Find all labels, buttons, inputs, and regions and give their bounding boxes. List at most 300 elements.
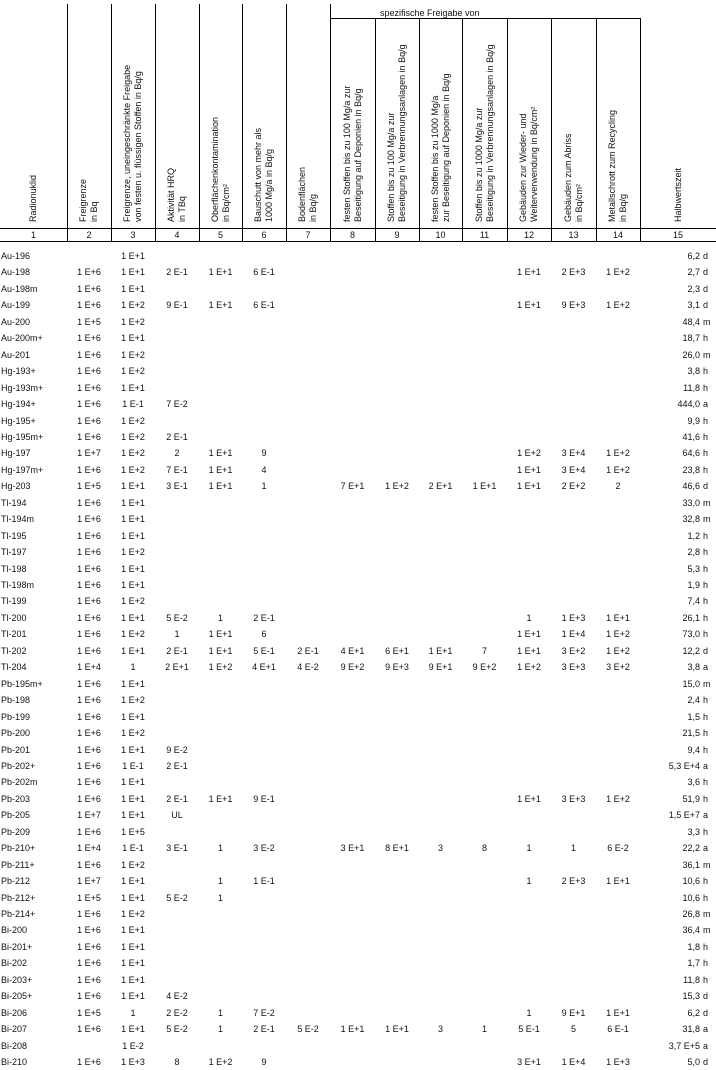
cell-col-5: [199, 988, 242, 1004]
cell-col-7: [286, 413, 330, 429]
cell-col-11: [462, 380, 507, 396]
column-header-14: [607, 110, 629, 222]
nuclide-name: Hg-203: [1, 481, 31, 491]
nuclide-name: Bi-203+: [1, 975, 33, 985]
cell-col-9: [375, 462, 419, 478]
cell-col-3: 1 E+2: [121, 317, 145, 327]
cell-col-6: 1: [261, 481, 267, 491]
cell-col-3: 1 E+1: [121, 712, 145, 722]
cell-col-14: [596, 511, 640, 527]
cell-col-7: [286, 297, 330, 313]
half-life-unit: d: [703, 300, 709, 310]
cell-col-4: 2 E-1: [166, 794, 188, 804]
cell-col-3: 1 E+1: [121, 679, 145, 689]
cell-col-13: [551, 692, 596, 708]
cell-col-14: 1 E+2: [606, 646, 630, 656]
cell-col-2: 1 E+7: [77, 448, 101, 458]
half-life-value: 26,0: [682, 350, 700, 360]
cell-col-10: [419, 264, 462, 280]
cell-col-4: [155, 824, 199, 840]
cell-col-3: 1: [130, 1008, 136, 1018]
cell-col-10: [419, 626, 462, 642]
cell-col-4: [155, 972, 199, 988]
cell-col-3: 1: [130, 662, 136, 672]
cell-col-11: [462, 791, 507, 807]
cell-col-13: [551, 495, 596, 511]
cell-col-12: [507, 758, 551, 774]
cell-col-9: [375, 380, 419, 396]
cell-col-8: [330, 676, 375, 692]
nuclide-name: Pb-212: [1, 876, 31, 886]
cell-col-7: [286, 511, 330, 527]
nuclide-name: Hg-195+: [1, 416, 36, 426]
cell-col-6: [242, 922, 286, 938]
cell-col-3: 1 E-1: [122, 761, 144, 771]
cell-col-12: 1: [526, 1008, 532, 1018]
cell-col-7: [286, 890, 330, 906]
cell-col-11: [462, 955, 507, 971]
cell-col-11: [462, 577, 507, 593]
cell-col-10: [419, 593, 462, 609]
cell-col-2: 1 E+7: [77, 810, 101, 820]
half-life-unit: h: [703, 366, 709, 376]
cell-col-7: [286, 840, 330, 856]
cell-col-13: [551, 1038, 596, 1054]
cell-col-10: [419, 544, 462, 560]
cell-col-12: [507, 330, 551, 346]
cell-col-14: [596, 972, 640, 988]
cell-col-11: [462, 709, 507, 725]
cell-col-4: [155, 314, 199, 330]
half-life-unit: a: [703, 399, 709, 409]
table-row: [0, 445, 716, 461]
cell-col-6: [242, 347, 286, 363]
cell-col-14: [596, 676, 640, 692]
cell-col-14: 2: [615, 481, 621, 491]
nuclide-name: Bi-206: [1, 1008, 28, 1018]
row-divider: [0, 241, 716, 242]
nuclide-name: Pb-195m+: [1, 679, 43, 689]
cell-col-9: [375, 396, 419, 412]
half-life-unit: h: [703, 745, 709, 755]
cell-col-12: [507, 281, 551, 297]
cell-col-10: [419, 445, 462, 461]
cell-col-4: 2 E-1: [166, 761, 188, 771]
cell-col-3: 1 E+2: [121, 448, 145, 458]
cell-col-4: [155, 363, 199, 379]
cell-col-14: [596, 709, 640, 725]
cell-col-11: [462, 363, 507, 379]
half-life-value: 32,8: [682, 514, 700, 524]
cell-col-13: 9 E+1: [561, 1008, 586, 1018]
half-life-value: 33,0: [682, 498, 700, 508]
column-header-10: [430, 73, 452, 222]
cell-col-11: [462, 396, 507, 412]
cell-col-9: [375, 922, 419, 938]
column-divider: [242, 4, 243, 241]
cell-col-7: 4 E-2: [297, 662, 319, 672]
nuclide-name: Tl-194m: [1, 514, 35, 524]
table-row: [0, 1054, 716, 1070]
cell-col-14: [596, 281, 640, 297]
cell-col-13: [551, 890, 596, 906]
table-row: [0, 462, 716, 478]
column-header-12: [518, 107, 540, 222]
cell-col-9: [375, 791, 419, 807]
cell-col-10: [419, 297, 462, 313]
cell-col-8: [330, 972, 375, 988]
cell-col-6: 3 E-2: [253, 843, 275, 853]
cell-col-4: [155, 561, 199, 577]
cell-col-14: [596, 725, 640, 741]
cell-col-7: [286, 528, 330, 544]
cell-col-6: [242, 528, 286, 544]
cell-col-11: [462, 807, 507, 823]
cell-col-3: 1 E+1: [121, 514, 145, 524]
half-life-unit: h: [703, 531, 709, 541]
cell-col-7: [286, 1054, 330, 1070]
cell-col-12: 1 E+1: [517, 481, 541, 491]
column-header-line: festen Stoffen bis zu 1000 Mg/a: [430, 95, 440, 222]
column-header-line: von festen u. flüssigen Stoffen in Bq/g: [133, 71, 143, 222]
cell-col-4: [155, 281, 199, 297]
nuclide-name: Hg-193m+: [1, 383, 44, 393]
cell-col-11: [462, 347, 507, 363]
cell-col-6: [242, 544, 286, 560]
cell-col-4: 2 E+1: [165, 662, 189, 672]
cell-col-5: [199, 774, 242, 790]
cell-col-5: [199, 972, 242, 988]
cell-col-13: [551, 758, 596, 774]
cell-col-6: [242, 939, 286, 955]
cell-col-13: [551, 742, 596, 758]
cell-col-13: 2 E+3: [561, 267, 586, 277]
cell-col-2: 1 E+6: [77, 827, 101, 837]
cell-col-4: [155, 676, 199, 692]
cell-col-14: [596, 593, 640, 609]
half-life-unit: h: [703, 827, 709, 837]
cell-col-13: [551, 577, 596, 593]
column-divider: [640, 18, 641, 241]
nuclide-name: Bi-210: [1, 1057, 28, 1067]
nuclide-name: Tl-200: [1, 613, 27, 623]
cell-col-9: 9 E+3: [385, 662, 409, 672]
cell-col-14: [596, 807, 640, 823]
half-life-value: 10,6: [682, 876, 700, 886]
cell-col-7: [286, 791, 330, 807]
cell-col-7: [286, 725, 330, 741]
cell-col-12: [507, 742, 551, 758]
cell-col-2: 1 E+6: [77, 399, 101, 409]
cell-col-2: 1 E+6: [77, 383, 101, 393]
column-number-13: 13: [568, 230, 579, 240]
column-number-4: 4: [174, 230, 180, 240]
column-header-9: [386, 44, 408, 222]
cell-col-6: [242, 413, 286, 429]
half-life-value: 36,4: [682, 925, 700, 935]
cell-col-6: [242, 1038, 286, 1054]
column-number-15: 15: [672, 230, 683, 240]
cell-col-3: 1 E+1: [121, 284, 145, 294]
half-life-unit: m: [703, 350, 711, 360]
cell-col-5: 1 E+1: [208, 646, 233, 656]
cell-col-2: 1 E+5: [77, 481, 101, 491]
cell-col-13: [551, 248, 596, 264]
cell-col-9: 8 E+1: [385, 843, 409, 853]
cell-col-9: [375, 495, 419, 511]
cell-col-7: [286, 972, 330, 988]
cell-col-4: [155, 692, 199, 708]
cell-col-13: [551, 544, 596, 560]
cell-col-10: [419, 380, 462, 396]
cell-col-2: 1 E+6: [77, 300, 101, 310]
cell-col-13: 1 E+4: [561, 629, 586, 639]
column-number-3: 3: [130, 230, 136, 240]
cell-col-13: 1: [570, 843, 576, 853]
half-life-value: 5,3 E+4: [668, 761, 700, 771]
cell-col-14: [596, 742, 640, 758]
cell-col-7: [286, 544, 330, 560]
column-divider: [551, 18, 552, 241]
half-life-unit: h: [703, 333, 709, 343]
nuclide-name: Bi-201+: [1, 942, 33, 952]
column-header-line: Bauschutt von mehr als: [253, 127, 263, 222]
cell-col-5: [199, 939, 242, 955]
table-row: [0, 972, 716, 988]
cell-col-5: [199, 758, 242, 774]
cell-col-5: 1: [217, 1008, 223, 1018]
half-life-value: 5,0: [687, 1057, 700, 1067]
cell-col-2: 1 E+6: [77, 333, 101, 343]
cell-col-11: [462, 593, 507, 609]
cell-col-11: [462, 264, 507, 280]
cell-col-5: [199, 330, 242, 346]
cell-col-7: [286, 445, 330, 461]
cell-col-9: 1 E+2: [385, 481, 409, 491]
cell-col-6: [242, 676, 286, 692]
cell-col-4: [155, 528, 199, 544]
cell-col-6: 5 E-1: [253, 646, 275, 656]
cell-col-10: [419, 396, 462, 412]
column-number-12: 12: [523, 230, 534, 240]
cell-col-5: [199, 429, 242, 445]
cell-col-9: [375, 281, 419, 297]
cell-col-14: [596, 890, 640, 906]
cell-col-12: 1 E+2: [517, 448, 541, 458]
cell-col-10: 1 E+1: [428, 646, 453, 656]
column-number-6: 6: [261, 230, 267, 240]
column-header-line: Bodenflächen: [297, 166, 307, 222]
cell-col-3: 1 E+1: [121, 942, 145, 952]
nuclide-name: Bi-208: [1, 1041, 28, 1051]
cell-col-6: [242, 593, 286, 609]
cell-col-8: [330, 511, 375, 527]
cell-col-10: 3: [437, 1024, 443, 1034]
cell-col-11: 1 E+1: [472, 481, 497, 491]
cell-col-7: [286, 824, 330, 840]
cell-col-7: [286, 495, 330, 511]
cell-col-8: [330, 363, 375, 379]
cell-col-13: 2 E+2: [561, 481, 586, 491]
cell-col-5: 1 E+1: [208, 465, 233, 475]
cell-col-10: [419, 462, 462, 478]
cell-col-2: 1 E+6: [77, 498, 101, 508]
cell-col-10: [419, 676, 462, 692]
cell-col-8: [330, 314, 375, 330]
cell-col-12: [507, 906, 551, 922]
cell-col-4: [155, 709, 199, 725]
cell-col-7: [286, 709, 330, 725]
cell-col-9: [375, 347, 419, 363]
cell-col-12: [507, 807, 551, 823]
cell-col-2: 1 E+6: [77, 712, 101, 722]
column-header-line: in Bq: [89, 201, 99, 222]
column-divider: [596, 18, 597, 241]
cell-col-10: [419, 791, 462, 807]
table-row: [0, 742, 716, 758]
cell-col-11: [462, 890, 507, 906]
column-header-11: [474, 44, 496, 222]
nuclide-name: Pb-201: [1, 745, 31, 755]
cell-col-13: 2 E+3: [561, 876, 586, 886]
cell-col-4: UL: [171, 810, 183, 820]
cell-col-7: [286, 380, 330, 396]
half-life-value: 73,0: [682, 629, 700, 639]
cell-col-14: 1 E+1: [606, 876, 630, 886]
cell-col-14: 1 E+2: [606, 300, 630, 310]
cell-col-12: [507, 544, 551, 560]
column-header-line: Metallschrott zum Recycling: [607, 109, 617, 222]
column-number-5: 5: [217, 230, 223, 240]
cell-col-2: [67, 1038, 111, 1054]
nuclide-name: Bi-205+: [1, 991, 33, 1001]
cell-col-6: 4 E+1: [252, 662, 276, 672]
half-life-value: 3,6: [687, 777, 700, 787]
cell-col-6: [242, 972, 286, 988]
cell-col-9: [375, 314, 419, 330]
cell-col-11: [462, 330, 507, 346]
cell-col-10: [419, 906, 462, 922]
column-divider: [199, 4, 200, 241]
half-life-unit: m: [703, 317, 711, 327]
nuclide-name: Bi-200: [1, 925, 28, 935]
column-divider: [67, 4, 68, 241]
cell-col-10: [419, 988, 462, 1004]
cell-col-14: 3 E+2: [606, 662, 630, 672]
half-life-unit: a: [703, 1041, 709, 1051]
half-life-value: 11,8: [683, 383, 700, 393]
cell-col-2: 1 E+6: [77, 580, 101, 590]
cell-col-14: [596, 955, 640, 971]
cell-col-3: 1 E+3: [121, 1057, 145, 1067]
table-row: [0, 1005, 716, 1021]
half-life-value: 2,8: [687, 547, 700, 557]
cell-col-14: [596, 922, 640, 938]
cell-col-3: 1 E+1: [121, 777, 145, 787]
cell-col-4: 8: [174, 1057, 180, 1067]
table-row: [0, 281, 716, 297]
cell-col-7: [286, 462, 330, 478]
cell-col-4: 2: [174, 448, 180, 458]
cell-col-14: [596, 577, 640, 593]
cell-col-2: 1 E+6: [77, 925, 101, 935]
column-number-14: 14: [612, 230, 623, 240]
column-header-3: [122, 65, 144, 222]
cell-col-5: 1 E+1: [208, 300, 233, 310]
cell-col-12: [507, 561, 551, 577]
column-header-line: in Bq/g: [618, 193, 628, 222]
cell-col-3: 1 E+1: [121, 958, 145, 968]
cell-col-7: [286, 939, 330, 955]
column-header-line: Stoffen bis zu 1000 Mg/a zur: [474, 107, 484, 222]
cell-col-3: 1 E+5: [121, 827, 145, 837]
half-life-value: 2,3: [687, 284, 700, 294]
row-divider: [330, 18, 640, 19]
nuclide-name: Au-200: [1, 317, 31, 327]
cell-col-7: [286, 774, 330, 790]
cell-col-9: [375, 413, 419, 429]
cell-col-14: [596, 495, 640, 511]
table-row: [0, 396, 716, 412]
cell-col-14: [596, 429, 640, 445]
half-life-value: 22,2: [682, 843, 700, 853]
cell-col-9: [375, 429, 419, 445]
cell-col-8: [330, 248, 375, 264]
table-row: [0, 626, 716, 642]
half-life-value: 3,3: [687, 827, 700, 837]
cell-col-14: [596, 561, 640, 577]
cell-col-4: [155, 544, 199, 560]
nuclide-name: Au-200m+: [1, 333, 43, 343]
cell-col-8: [330, 544, 375, 560]
cell-col-5: [199, 396, 242, 412]
cell-col-8: 1 E+1: [340, 1024, 365, 1034]
cell-col-6: [242, 758, 286, 774]
nuclide-name: Pb-199: [1, 712, 31, 722]
cell-col-6: [242, 692, 286, 708]
cell-col-13: 3 E+2: [561, 646, 586, 656]
cell-col-10: 2 E+1: [428, 481, 453, 491]
cell-col-13: 3 E+3: [561, 662, 586, 672]
cell-col-10: [419, 742, 462, 758]
cell-col-13: [551, 413, 596, 429]
cell-col-8: [330, 955, 375, 971]
table-row: [0, 692, 716, 708]
cell-col-14: [596, 347, 640, 363]
half-life-value: 1,8: [687, 942, 700, 952]
cell-col-4: 1: [174, 629, 180, 639]
cell-col-2: 1 E+6: [77, 465, 101, 475]
cell-col-12: [507, 955, 551, 971]
cell-col-13: [551, 824, 596, 840]
cell-col-5: 1: [217, 613, 223, 623]
column-number-9: 9: [394, 230, 400, 240]
nuclide-name: Pb-214+: [1, 909, 36, 919]
cell-col-3: 1 E+1: [121, 481, 145, 491]
cell-col-14: 6 E-1: [607, 1024, 629, 1034]
table-row: [0, 314, 716, 330]
cell-col-8: [330, 807, 375, 823]
cell-col-9: [375, 593, 419, 609]
cell-col-12: 1: [526, 843, 532, 853]
half-life-unit: d: [703, 646, 709, 656]
cell-col-12: [507, 314, 551, 330]
cell-col-14: [596, 248, 640, 264]
cell-col-6: [242, 248, 286, 264]
cell-col-9: [375, 955, 419, 971]
cell-col-2: 1 E+6: [77, 531, 101, 541]
half-life-unit: h: [703, 432, 709, 442]
